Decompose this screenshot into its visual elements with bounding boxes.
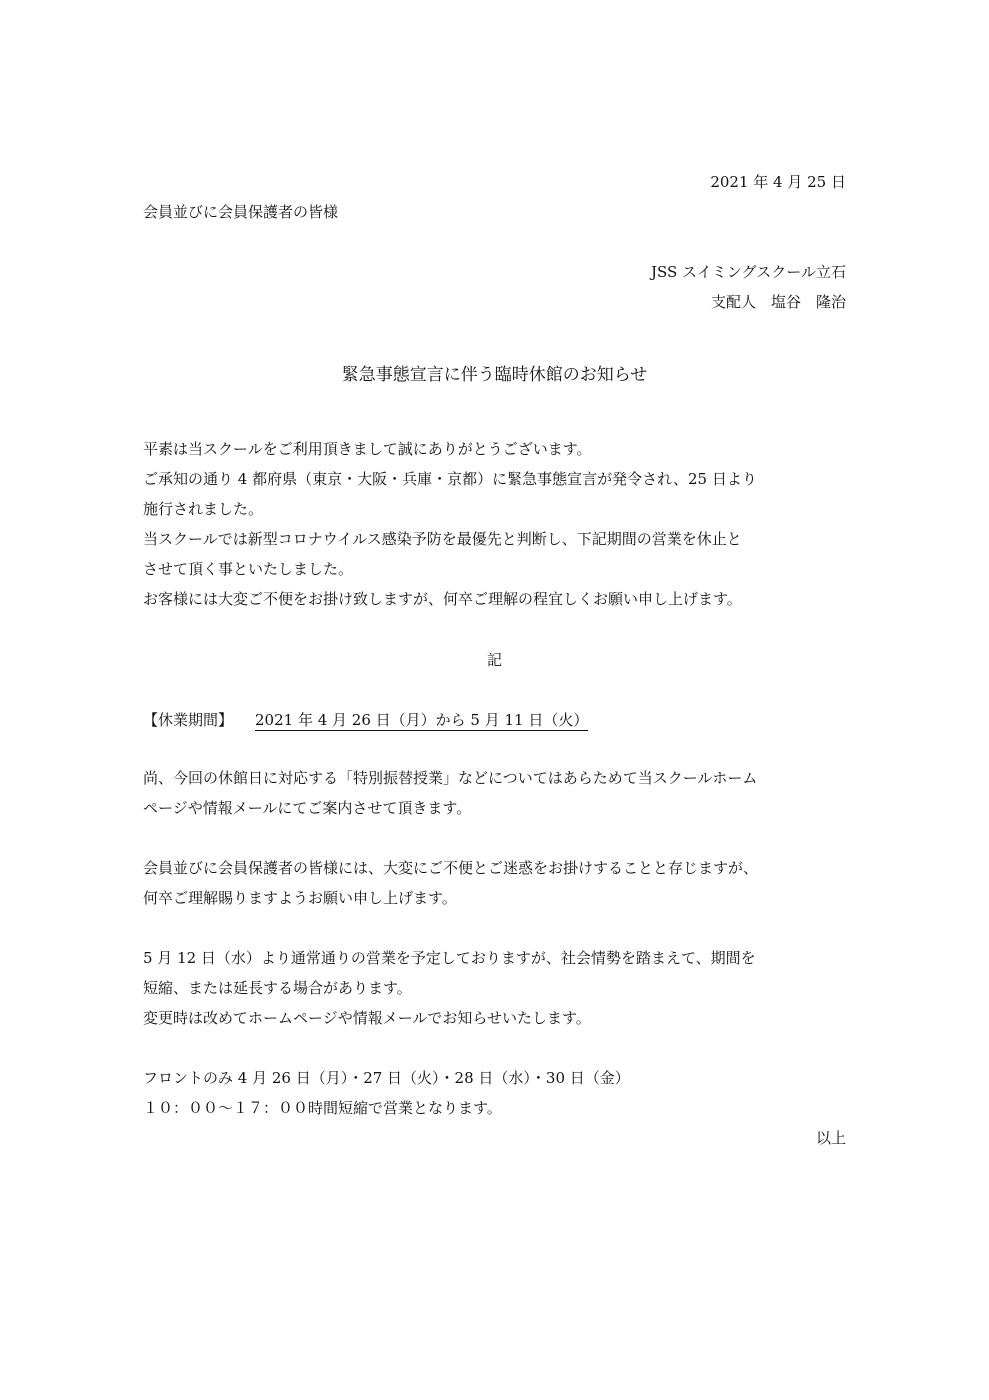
front-hours-line: １０：００～１７：００時間短縮で営業となります。 <box>143 1099 502 1117</box>
paragraph-line: 短縮、または延長する場合があります。 <box>143 979 412 997</box>
closing-ijou: 以上 <box>815 1129 846 1147</box>
closure-period-row <box>143 710 588 730</box>
sender-organization: JSS スイミングスクール立石 <box>650 263 846 281</box>
ki-heading: 記 <box>486 651 502 669</box>
intro-line: お客様には大変ご不便をお掛け致しますが、何卒ご理解の程宜しくお願い申し上げます。 <box>143 590 742 608</box>
paragraph-line: 変更時は改めてホームページや情報メールでお知らせいたします。 <box>143 1009 591 1027</box>
paragraph-line: 何卒ご理解賜りますようお願い申し上げます。 <box>143 889 457 907</box>
intro-line: 当スクールでは新型コロナウイルス感染予防を最優先と判断し、下記期間の営業を休止と <box>143 530 742 548</box>
recipient: 会員並びに会員保護者の皆様 <box>143 203 339 221</box>
document-date: 2021 年 4 月 25 日 <box>710 173 846 191</box>
sender-person: 支配人 塩谷 隆治 <box>710 293 846 311</box>
document-title: 緊急事態宣言に伴う臨時休館のお知らせ <box>341 365 648 385</box>
paragraph-line: 尚、今回の休館日に対応する「特別振替授業」などについてはあらためて当スクールホーム <box>143 769 758 787</box>
intro-line: 平素は当スクールをご利用頂きまして誠にありがとうございます。 <box>143 440 592 458</box>
closure-label: 【休業期間】 <box>143 711 234 729</box>
intro-line: ご承知の通り 4 都府県（東京・大阪・兵庫・京都）に緊急事態宣言が発令され、25 日より <box>143 470 757 488</box>
intro-line: 施行されました。 <box>143 500 264 518</box>
paragraph-line: ページや情報メールにてご案内させて頂きます。 <box>143 799 472 817</box>
paragraph-line: 5 月 12 日（水）より通常通りの営業を予定しておりますが、社会情勢を踏まえて、期間を <box>143 949 756 967</box>
intro-line: させて頂く事といたしました。 <box>143 560 354 578</box>
paragraph-line: 会員並びに会員保護者の皆様には、大変にご不便とご迷惑をお掛けすることと存じますが、 <box>143 859 759 877</box>
front-hours-line: フロントのみ 4 月 26 日（月）・27 日（火）・28 日（水）・30 日（金） <box>143 1069 630 1087</box>
closure-period: 2021 年 4 月 26 日（月）から 5 月 11 日（火） <box>255 711 589 729</box>
